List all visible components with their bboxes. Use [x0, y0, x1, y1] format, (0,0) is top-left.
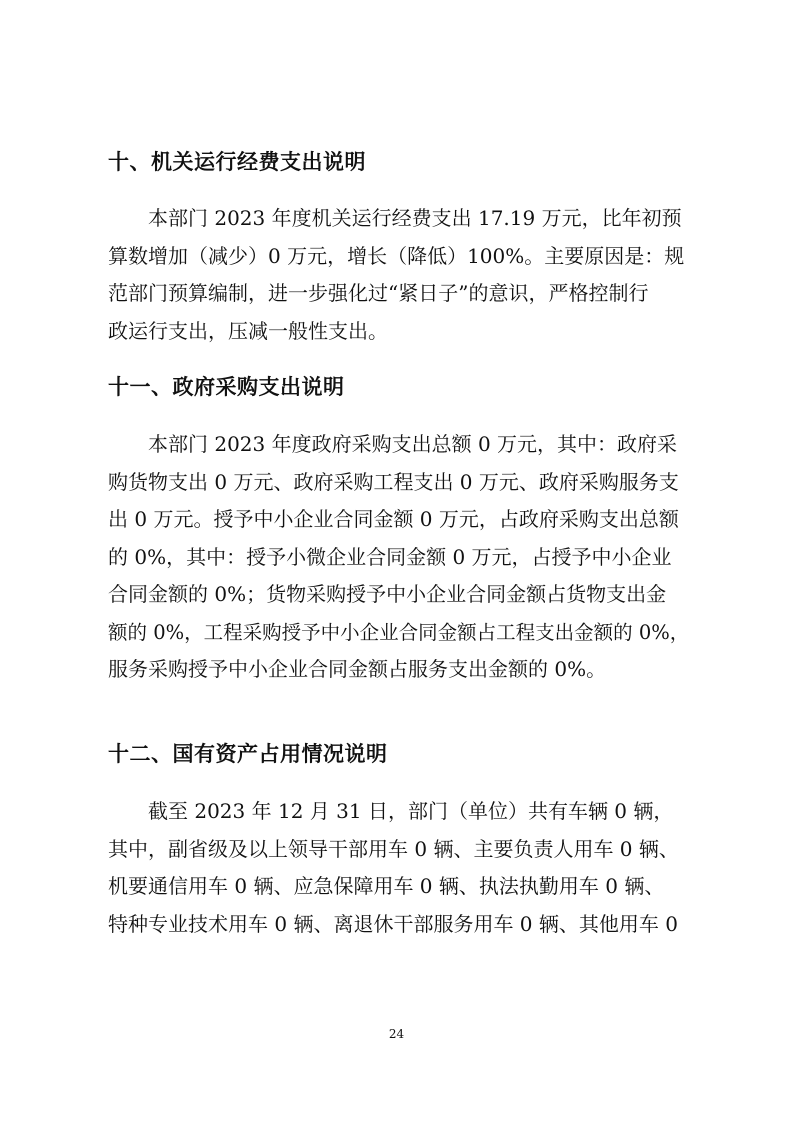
section-paragraph-10 [108, 200, 698, 350]
paragraph-line: 出 0 万元。授予中小企业合同金额 0 万元，占政府采购支出总额 [108, 507, 679, 531]
section-heading-10: 十、机关运行经费支出说明 [108, 150, 366, 174]
section-paragraph-11 [108, 426, 698, 689]
paragraph-line: 政运行支出，压减一般性支出。 [108, 318, 388, 343]
section-heading-11: 十一、政府采购支出说明 [108, 375, 345, 399]
paragraph-line: 特种专业技术用车 0 辆、离退休干部服务用车 0 辆、其他用车 0 [108, 911, 678, 936]
paragraph-line: 本部门 2023 年度机关运行经费支出 17.19 万元，比年初预 [148, 206, 682, 230]
section-heading-12: 十二、国有资产占用情况说明 [108, 742, 388, 766]
page-number: 24 [388, 1027, 405, 1041]
paragraph-line: 购货物支出 0 万元、政府采购工程支出 0 万元、政府采购服务支 [108, 469, 679, 494]
paragraph-line: 截至 2023 年 12 月 31 日，部门（单位）共有车辆 0 辆， [148, 799, 674, 823]
paragraph-line: 其中，副省级及以上领导干部用车 0 辆、主要负责人用车 0 辆、 [108, 836, 679, 861]
paragraph-line: 额的 0%，工程采购授予中小企业合同金额占工程支出金额的 0%， [108, 620, 690, 644]
paragraph-line: 算数增加（减少）0 万元，增长（降低）100%。主要原因是：规 [108, 243, 685, 268]
paragraph-line: 机要通信用车 0 辆、应急保障用车 0 辆、执法执勤用车 0 辆、 [108, 874, 665, 898]
paragraph-line: 的 0%，其中：授予小微企业合同金额 0 万元，占授予中小企业 [108, 544, 672, 569]
paragraph-line: 服务采购授予中小企业合同金额占服务支出金额的 0%。 [108, 657, 607, 681]
paragraph-line: 合同金额的 0%；货物采购授予中小企业合同金额占货物支出金 [108, 582, 667, 606]
section-paragraph-12 [108, 793, 698, 943]
paragraph-line: 范部门预算编制，进一步强化过“紧日子”的意识，严格控制行 [108, 281, 649, 305]
paragraph-line: 本部门 2023 年度政府采购支出总额 0 万元，其中：政府采 [148, 432, 678, 456]
